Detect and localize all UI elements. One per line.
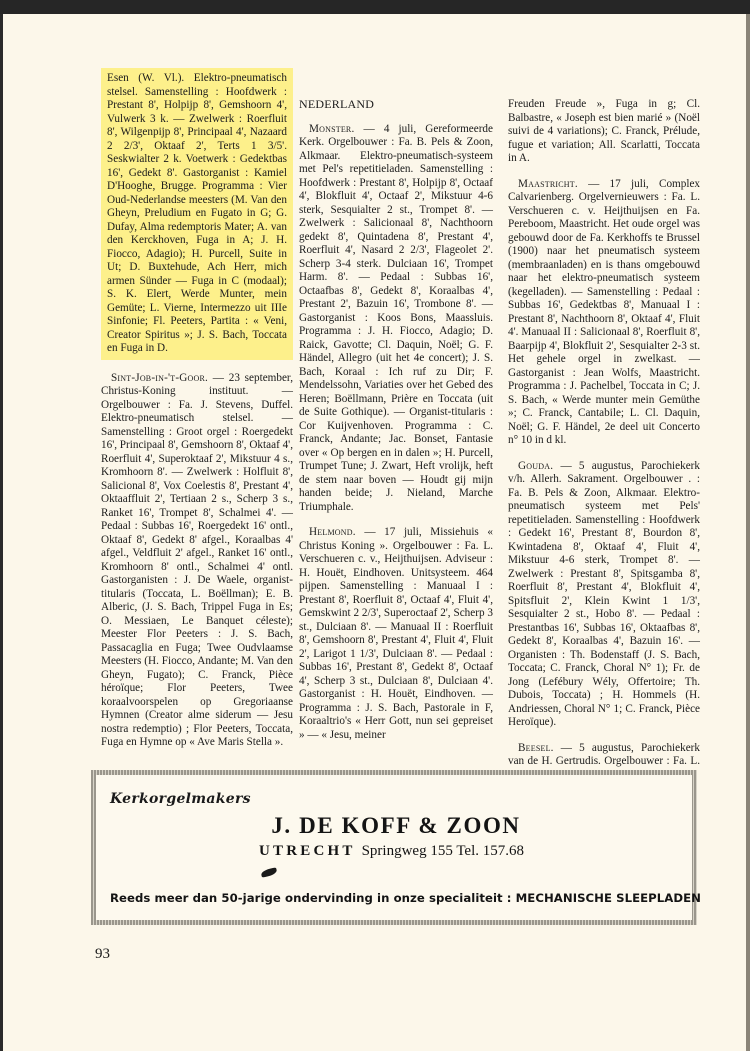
ad-city: UTRECHT [259, 843, 356, 859]
leaf-ornament-icon [260, 867, 277, 878]
entry-paragraph [299, 526, 493, 742]
highlighted-paragraph[interactable]: Esen (W. Vl.). Elektro-pneumatisch stelsel. Samenstelling : Hoofdwerk : Prestant 8', Holpijp 8', Gemshoorn 4', Vulwerk 3 k. — Zwelwerk : Roerfluit 8', Wilgenpijp 8', Principaal 4', Nazaard 2 2/3', Oktaaf 2', Terts 1 3/5'. Seskwialter 2 k. Voetwerk : Gedektbas 16', Gedekt 8'. Gastorganist : Kamiel D'Hooghe, Brugge. Programma : Vier Oud-Nederlandse meesters (M. Van den Gheyn, Preludium en Fugato in G; G. Dufay, Alma redemptoris Mater; A. van den Kerckhoven, Fuga in A; J. H. Fiocco, Adagio); H. Purcell, Suite in Ut; D. Buxtehude, Ach Herr, mich armen Sünder — Fuga in C (modaal); S. K. Elert, Werde Munter, mein Gemüte; L. Vierne, Intermezzo uit IIIe Sinfonie; Fl. Peeters, Partita : « Veni, Creator Spiritus »; J. S. Bach, Toccata en Fuga in D. [101, 68, 293, 360]
entry-place: Sint-Job-in-'t-Goor. [111, 371, 209, 384]
page-number: 93 [95, 946, 110, 962]
entry-text: — 23 september, Christus-Koning instituut. — Orgelbouwer : Fa. J. Stevens, Duffel. Elektro-pneumatisch stelsel. — Samenstelling : Groot orgel : Roergedekt 16', Principaal 8', Gemshoorn 8', Oktaaf 4', Roerfluit 4', Superoktaaf 2', Mikstuur 4 s., Kromhoorn 8'. — Zwelwerk : Holfluit 8', Salicional 8', Vox Coelestis 8', Prestant 4', Oktaaffluit 2', Tertiaan 2 s., Scherp 3 s., Ranket 16', Trompet 8', Schalmei 4'. — Pedaal : Subbas 16', Roergedekt 16' ontl., Oktaaf 8', Gedekt 8' afgel., Koraalbas 4' afgel., Veldfluit 2' afgel., Ranket 16' ontl., Kromhoorn 8' ontl., Schalmei 4' ontl. Gastorganisten : J. De Waele, organist-titularis (Toccata, L. Boëllman); E. B. Alberic, (J. S. Bach, Trippel Fuga in Es; O. Messiaen, Le Banquet céleste); Meester Flor Peeters : J. S. Bach, Passacaglia en Fuga; Twee Oudvlaamse Meesters (H. Fiocco, Andante; M. Van den Gheyn, Fugato); C. Franck, Pièce héroïque; Flor Peeters, Twee koraalvoorspelen op Gregoriaanse Hymnen (Creator alme siderum — Jesu nostra redemptio) ; Flor Peeters, Toccata, Fuga en Hymne op « Ave Maris Stella ». [101, 371, 293, 748]
entry-text: — 17 juli, Missiehuis « Christus Koning ». Orgelbouwer : Fa. L. Verschueren c. v., Heijthuijsen. Adviseur : H. Houët, Eindhoven. Unitsysteem. 464 pijpen. Samenstelling : Manuaal I : Prestant 8', Roerfluit 8', Octaaf 4', Fluit 4', Gemskwint 2 2/3', Superoctaaf 2', Scherp 3 st., Dulciaan 8'. — Manuaal II : Roerfluit 8', Gemshoorn 8', Prestant 4', Fluit 4', Fluit 2', Larigot 1 1/3', Dulciaan 8'. — Pedaal : Subbas 16', Prestant 8', Gedekt 8', Octaaf 4', Scherp 3 st., Dulciaan 8', Dulciaan 4'. Gastorganist : H. Houët, Eindhoven. — Programma : J. S. Bach, Pastorale in F, Koraaltrio's « Herr Gott, nun sei gepreiset » — « Jesu, meiner [299, 526, 493, 741]
column-left [101, 68, 293, 750]
column-middle [299, 98, 493, 742]
entry-paragraph [508, 460, 700, 730]
entry-text: — 5 augustus, Parochiekerk v/h. Allerh. Sakrament. Orgelbouwer . : Fa. B. Pels & Zoon, Alkmaar. Elektro-pneumatisch systeem met Pels' repetitieladen. Samenstelling : Hoofdwerk : Gedekt 16', Prestant 8', Bourdon 8', Kwintadena 8', Oktaaf 4', Fluit 4', Mikstuur 4-6 sterk, Trompet 8'. — Zwelwerk : Prestant 8', Spitsgamba 8', Roerfluit 8', Prestant 4', Blokfluit 4', Spitsfluit 2', Klein Kwint 1 1/3', Sesquialter 2 st., Hobo 8'. — Pedaal : Prestantbas 16', Subbas 16', Oktaafbas 8', Gedekt 8', Koraalbas 4', Bazuin 16'. — Organisten : Th. Bodenstaff (J. S. Bach, Toccata; C. Franck, Choral N° 1); Fr. de Jong (Lefébury Wély, Offertoire; Th. Dubois, Toccata) ; H. Hommels (H. Andriessen, Choral N° 1; C. Franck, Pièce Heroïque). [508, 459, 700, 728]
page-edge-shadow [746, 14, 750, 1051]
advertisement-box [91, 770, 701, 925]
ad-address [259, 843, 579, 860]
ad-company-name: J. DE KOFF & ZOON [271, 813, 521, 838]
entry-place: Gouda. [518, 459, 554, 472]
ad-label: Kerkorgelmakers [110, 791, 251, 807]
entry-text: — 4 juli, Gereformeerde Kerk. Orgelbouwer : Fa. B. Pels & Zoon, Alkmaar. Elektro-pneumatisch-systeem met Pel's repetitieladen. Samenstelling : Hoofdwerk : Prestant 8', Holpijp 8', Octaaf 4', Blokfluit 4', Octaaf 2', Mikstuur 4-6 sterk, Sesquialter 2 st., Trompet 8'. — Zwelwerk : Salicionaal 8', Nachthoorn gedekt 8', Quintadena 8', Prestant 4', Roerfluit 4', Nasard 2 2/3', Flageolet 2'. Scherp 3-4 sterk. Dulciaan 16', Trompet Harm. 8'. — Pedaal : Subbas 16', Octaafbas 8', Gedekt 8', Koraalbas 4', Prestant 2', Bazuin 16', Trombone 8'. — Gastorganist : Koos Bons, Maassluis. Programma : J. H. Fiocco, Adagio; D. Raick, Gavotte; Cl. Daquin, Noël; G. F. Händel, Allegro (uit het 4e concert); J. S. Bach, Koraal : Ich ruf zu Dir; F. Mendelssohn, Variaties over het Gebed des Heren; Boëllmann, Prière en Toccata (uit de Suite Gothique). — Organist-titularis : Cor Kuijvenhoven. Programma : C. Franck, Andante; Jac. Bonset, Fantasie over « Op bergen en in dalen »; H. Purcell, Trumpet Tune; J. Zwart, Heft vrolijk, heft de stem naar boven — Houdt gij mijn handen beide; J. Nieland, Marche Triumphale. [299, 122, 493, 513]
scanner-top-band [0, 0, 750, 14]
section-heading: NEDERLAND [299, 97, 375, 111]
column-right [508, 98, 700, 782]
entry-place: Maastricht. [518, 177, 578, 190]
entry-text: — 5 augustus, Parochiekerk van de H. Gertrudis. Orgelbouwer : Fa. L. [508, 741, 700, 767]
entry-text: — 17 juli, Complex Calvarienberg. Orgelvernieuwers : Fa. L. Verschueren c. v. Heijthuijsen en Fa. Pereboom, Maastricht. Het oude orgel was gebouwd door de Fa. Kerkhoffs te Brussel (1900) naar het pneumatisch systeem (membraanladen) en is thans omgebouwd naar het elektro-pneumatisch systeem (kegelladen). — Samenstelling : Pedaal : Subbas 16', Gedektbas 8', Manuaal I : Prestant 8', Nachthoorn 8', Oktaaf 4', Fluit 4'. Manuaal II : Salicionaal 8', Roerfluit 8', Baarpijp 4', Blokfluit 2', Sesquialter 2-3 st. Het gehele orgel in zwelkast. — Gastorganist : Jean Wolfs, Maastricht. Programma : J. Pachelbel, Toccata in C; J. S. Bach, « Werde munter mein Gemüthe »; C. Franck, Cantabile; L. Cl. Daquin, Noël; G. F. Händel, 2e deel uit Concerto n° 10 in d kl. [508, 177, 700, 446]
entry-place: Helmond. [309, 526, 356, 538]
document-page [3, 14, 746, 1051]
ad-street-phone: Springweg 155 Tel. 157.68 [361, 843, 525, 859]
entry-place: Monster. [309, 122, 355, 135]
entry-place: Beesel. [518, 741, 554, 754]
continuation-paragraph: Freuden Freude », Fuga in g; Cl. Balbastre, « Joseph est bien marié » (Noël suivi de 4 variations); C. Franck, Prélude, fugue et variation; All. Scarlatti, Toccata in A. [508, 98, 700, 164]
ad-tagline: Reeds meer dan 50-jarige ondervinding in onze specialiteit : MECHANISCHE SLEEPLADEN [110, 891, 701, 905]
entry-paragraph [101, 372, 293, 750]
entry-paragraph [299, 123, 493, 515]
entry-paragraph [508, 178, 700, 448]
